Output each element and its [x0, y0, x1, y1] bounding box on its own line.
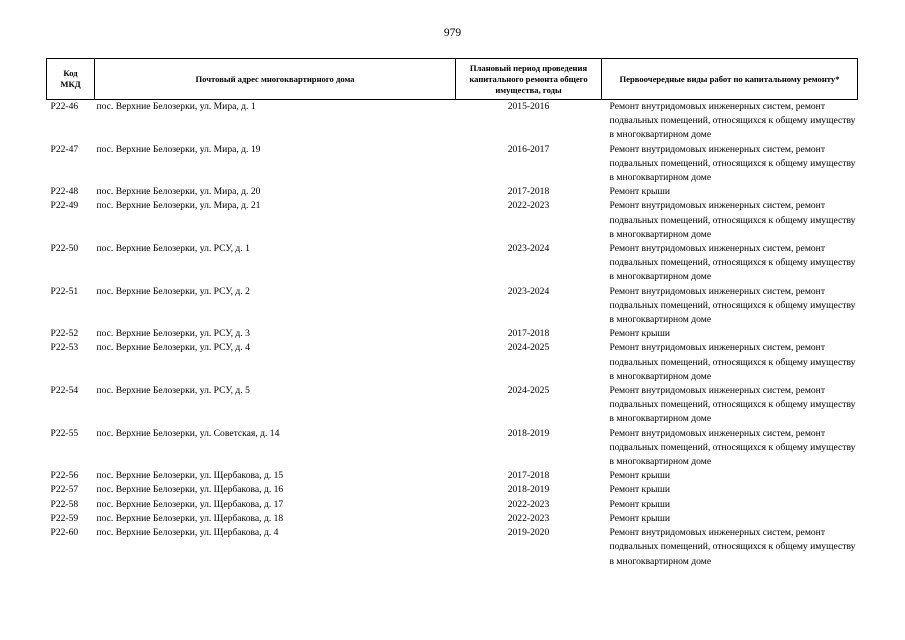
address-cell: пос. Верхние Белозерки, ул. РСУ, д. 2: [96, 285, 250, 297]
code-cell: Р22-46: [50, 101, 79, 112]
code-cell: Р22-47: [50, 143, 79, 155]
page-number: 979: [443, 27, 462, 39]
works-cell: Ремонт внутридомовых инженерных систем, ремонт подвальных помещений, относящихся к общему имуществу в многоквартирном доме: [609, 143, 856, 184]
period-cell: 2022-2023: [507, 512, 550, 524]
period-cell: 2022-2023: [507, 498, 550, 510]
header-address: Почтовый адрес многоквартирного дома: [95, 59, 456, 100]
works-cell: Ремонт крыши: [609, 512, 670, 524]
table-row: [47, 384, 858, 427]
works-cell: Ремонт внутридомовых инженерных систем, ремонт подвальных помещений, относящихся к общему имуществу в многоквартирном доме: [609, 285, 856, 326]
address-cell: пос. Верхние Белозерки, ул. Советская, д. 14: [96, 427, 280, 439]
works-cell: Ремонт крыши: [609, 484, 670, 496]
works-cell: Ремонт крыши: [609, 470, 670, 482]
address-cell: пос. Верхние Белозерки, ул. Мира, д. 21: [96, 200, 261, 212]
header-code: Код МКД: [47, 59, 95, 100]
works-cell: Ремонт крыши: [609, 186, 670, 198]
code-cell: Р22-58: [50, 498, 79, 510]
header-row: [47, 59, 858, 100]
table-row: [47, 341, 858, 384]
address-cell: пос. Верхние Белозерки, ул. РСУ, д. 5: [96, 385, 250, 397]
address-cell: пос. Верхние Белозерки, ул. РСУ, д. 3: [96, 328, 250, 340]
period-cell: 2018-2019: [507, 427, 550, 439]
works-cell: Ремонт внутридомовых инженерных систем, ремонт подвальных помещений, относящихся к общему имуществу в многоквартирном доме: [609, 200, 856, 240]
works-cell: Ремонт внутридомовых инженерных систем, ремонт подвальных помещений, относящихся к общему имуществу в многоквартирном доме: [609, 427, 856, 468]
works-cell: Ремонт крыши: [609, 498, 670, 510]
table-row: [47, 185, 858, 199]
works-cell: Ремонт внутридомовых инженерных систем, ремонт подвальных помещений, относящихся к общему имуществу в многоквартирном доме: [609, 385, 856, 425]
code-cell: Р22-60: [50, 527, 79, 539]
header-period: Плановый период проведения капитального ремонта общего имущества, годы: [456, 59, 602, 100]
works-cell: Ремонт внутридомовых инженерных систем, ремонт подвальных помещений, относящихся к общему имуществу в многоквартирном доме: [609, 527, 856, 567]
table-row: [47, 100, 858, 143]
table-row: [47, 285, 858, 328]
address-cell: пос. Верхние Белозерки, ул. Щербакова, д. 15: [96, 470, 284, 482]
works-cell: Ремонт внутридомовых инженерных систем, ремонт подвальных помещений, относящихся к общему имуществу в многоквартирном доме: [609, 342, 856, 382]
address-cell: пос. Верхние Белозерки, ул. Щербакова, д. 16: [96, 484, 284, 496]
period-cell: 2024-2025: [507, 342, 550, 354]
table-row: [47, 242, 858, 285]
address-cell: пос. Верхние Белозерки, ул. РСУ, д. 4: [96, 342, 250, 354]
code-cell: Р22-48: [50, 186, 79, 198]
table-row: [47, 483, 858, 497]
table-row: [47, 143, 858, 186]
code-cell: Р22-49: [50, 200, 79, 212]
period-cell: 2017-2018: [507, 470, 550, 482]
code-cell: Р22-59: [50, 512, 79, 524]
address-cell: пос. Верхние Белозерки, ул. Щербакова, д. 18: [96, 512, 284, 524]
works-cell: Ремонт внутридомовых инженерных систем, ремонт подвальных помещений, относящихся к общему имуществу в многоквартирном доме: [609, 243, 856, 283]
table-row: [47, 469, 858, 483]
table-row: [47, 199, 858, 242]
period-cell: 2017-2018: [507, 328, 550, 340]
address-cell: пос. Верхние Белозерки, ул. РСУ, д. 1: [96, 243, 250, 255]
table-body: [47, 100, 858, 569]
period-cell: 2015-2016: [507, 101, 550, 112]
period-cell: 2022-2023: [507, 200, 550, 212]
works-cell: Ремонт внутридомовых инженерных систем, ремонт подвальных помещений, относящихся к общему имуществу в многоквартирном доме: [609, 101, 856, 141]
period-cell: 2023-2024: [507, 285, 550, 297]
table-row: [47, 526, 858, 569]
header-works: Первоочередные виды работ по капитальному ремонту*: [602, 59, 858, 100]
address-cell: пос. Верхние Белозерки, ул. Щербакова, д. 4: [96, 527, 279, 539]
address-cell: пос. Верхние Белозерки, ул. Щербакова, д. 17: [96, 498, 284, 510]
code-cell: Р22-51: [50, 285, 79, 297]
address-cell: пос. Верхние Белозерки, ул. Мира, д. 20: [96, 186, 261, 198]
code-cell: Р22-54: [50, 385, 79, 397]
repair-schedule-table: [46, 58, 858, 569]
code-cell: Р22-57: [50, 484, 79, 496]
period-cell: 2023-2024: [507, 243, 550, 255]
table-row: [47, 427, 858, 470]
period-cell: 2024-2025: [507, 385, 550, 397]
works-cell: Ремонт крыши: [609, 328, 670, 340]
address-cell: пос. Верхние Белозерки, ул. Мира, д. 1: [96, 101, 256, 112]
code-cell: Р22-53: [50, 342, 79, 354]
code-cell: Р22-55: [50, 427, 79, 439]
table-header: [47, 59, 858, 100]
address-cell: пос. Верхние Белозерки, ул. Мира, д. 19: [96, 143, 261, 155]
period-cell: 2016-2017: [507, 143, 550, 155]
table-row: [47, 327, 858, 341]
period-cell: 2017-2018: [507, 186, 550, 198]
table-row: [47, 498, 858, 512]
period-cell: 2019-2020: [507, 527, 550, 539]
code-cell: Р22-52: [50, 328, 79, 340]
period-cell: 2018-2019: [507, 484, 550, 496]
code-cell: Р22-56: [50, 470, 79, 482]
code-cell: Р22-50: [50, 243, 79, 255]
table-row: [47, 512, 858, 526]
